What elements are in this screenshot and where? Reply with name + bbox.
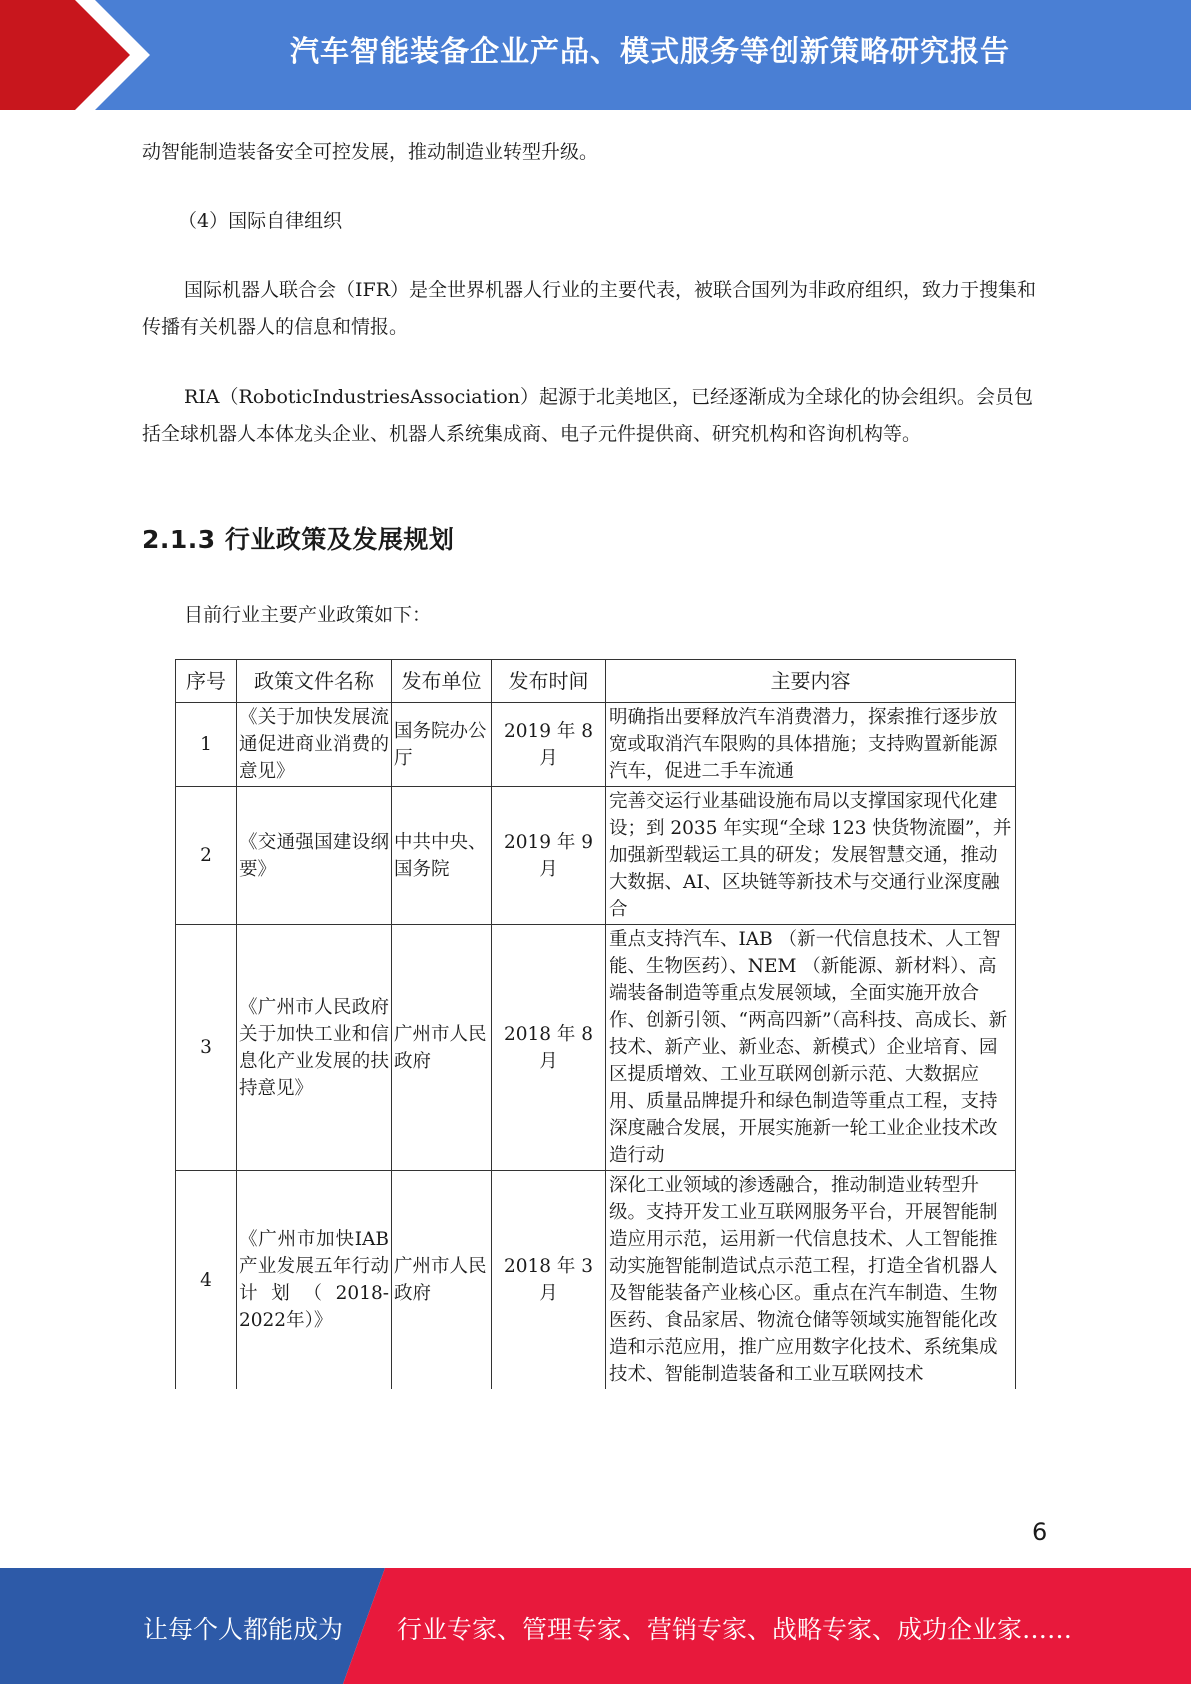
footer-slogan-right: 行业专家、管理专家、营销专家、战略专家、成功企业家…… xyxy=(397,1615,1073,1644)
paragraph-ria: RIA（RoboticIndustriesAssociation）起源于北美地区，已经逐渐成为全球化的协会组织。会员包括全球机器人本体龙头企业、机器人系统集成商、电子元件提供商、研究机构和咨询机构等。 xyxy=(142,386,1034,445)
row-issuer: 广州市人民政府 xyxy=(392,1171,492,1390)
header-index: 序号 xyxy=(176,660,237,703)
section-heading: 2.1.3 行业政策及发展规划 xyxy=(142,525,455,554)
table-intro: 目前行业主要产业政策如下： xyxy=(184,604,432,626)
paragraph-ifr: 国际机器人联合会（IFR）是全世界机器人行业的主要代表，被联合国列为非政府组织，致力于搜集和传播有关机器人的信息和情报。 xyxy=(142,279,1036,338)
row-date: 2018 年 3 月 xyxy=(492,1171,606,1390)
table-row xyxy=(176,787,1016,925)
paragraph-continuation: 动智能制造装备安全可控发展，推动制造业转型升级。 xyxy=(142,141,599,163)
table-row xyxy=(176,925,1016,1171)
row-index: 1 xyxy=(176,703,237,787)
header-title: 汽车智能装备企业产品、模式服务等创新策略研究报告 xyxy=(289,34,1010,68)
table-row xyxy=(176,1171,1016,1390)
row-content: 深化工业领域的渗透融合，推动制造业转型升级。支持开发工业互联网服务平台，开展智能制造应用示范，运用新一代信息技术、人工智能推动实施智能制造试点示范工程，打造全省机器人及智能装备产业核心区。重点在汽车制造、生物医药、食品家居、物流仓储等领域实施智能化改造和示范应用，推广应用数字化技术、系统集成技术、智能制造装备和工业互联网技术 xyxy=(606,1171,1016,1390)
subheading-international-org: （4）国际自律组织 xyxy=(178,210,343,232)
table-row xyxy=(176,703,1016,787)
row-content: 明确指出要释放汽车消费潜力，探索推行逐步放宽或取消汽车限购的具体措施；支持购置新能源汽车，促进二手车流通 xyxy=(606,703,1016,787)
row-policy-name: 《广州市人民政府关于加快工业和信息化产业发展的扶持意见》 xyxy=(237,925,392,1171)
page-header xyxy=(0,0,1191,110)
row-index: 4 xyxy=(176,1171,237,1390)
row-date: 2019 年 8 月 xyxy=(492,703,606,787)
footer-slogan-left: 让每个人都能成为 xyxy=(143,1615,344,1644)
row-content: 完善交运行业基础设施布局以支撑国家现代化建设；到 2035 年实现“全球 123 快货物流圈”，并加强新型载运工具的研发；发展智慧交通，推动大数据、AI、区块链等新技术与交通行业深度融合 xyxy=(606,787,1016,925)
row-policy-name: 《交通强国建设纲要》 xyxy=(237,787,392,925)
header-content: 主要内容 xyxy=(606,660,1016,703)
header-policy-name: 政策文件名称 xyxy=(237,660,392,703)
row-index: 3 xyxy=(176,925,237,1171)
policy-table xyxy=(175,659,1016,1389)
header-date: 发布时间 xyxy=(492,660,606,703)
row-issuer: 广州市人民政府 xyxy=(392,925,492,1171)
header-issuer: 发布单位 xyxy=(392,660,492,703)
table-header-row xyxy=(176,660,1016,703)
row-date: 2019 年 9 月 xyxy=(492,787,606,925)
row-content: 重点支持汽车、IAB （新一代信息技术、人工智能、生物医药）、NEM （新能源、新材料）、高端装备制造等重点发展领域，全面实施开放合作、创新引领、“两高四新”（高科技、高成长、新技术、新产业、新业态、新模式）企业培育、园区提质增效、工业互联网创新示范、大数据应用、质量品牌提升和绿色制造等重点工程，支持深度融合发展，开展实施新一轮工业企业技术改造行动 xyxy=(606,925,1016,1171)
page-number: 6 xyxy=(1032,1518,1048,1546)
row-index: 2 xyxy=(176,787,237,925)
row-policy-name: 《广州市加快IAB 产业发展五年行动计划（2018-2022年）》 xyxy=(237,1171,392,1390)
row-policy-name: 《关于加快发展流通促进商业消费的意见》 xyxy=(237,703,392,787)
row-issuer: 国务院办公厅 xyxy=(392,703,492,787)
row-issuer: 中共中央、国务院 xyxy=(392,787,492,925)
row-date: 2018 年 8 月 xyxy=(492,925,606,1171)
header-arrow-decoration xyxy=(0,0,160,110)
